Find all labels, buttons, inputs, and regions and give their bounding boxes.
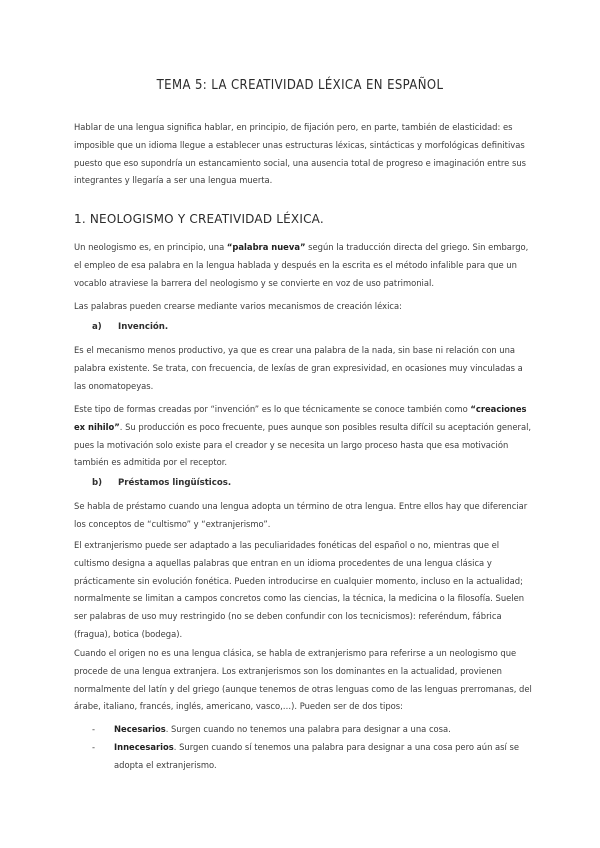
list-label: b) (92, 478, 103, 488)
text-span: . Surgen cuando sí tenemos una palabra para designar a una cosa pero aún así se adopta el extranjerismo. (114, 742, 520, 770)
text-span: según la traducción directa del griego. Sin embargo, el empleo de esa palabra en la lengua hablada y después en la escrita es el método infalible para que un vocablo atraviese la barrera del neologismo y se convierte en voz de uso patrimonial. (74, 242, 529, 288)
intro-paragraph: Hablar de una lengua significa hablar, en principio, de fijación pero, en parte, también de elasticidad: es imposible que un idioma llegue a establecer unas estructuras léxicas, sintácticas y morfológicas definitivas puesto que eso supondría un estancamiento social, una ausencia total de progreso e imaginación entre sus integrantes y llegaría a ser una lengua muerta. (74, 122, 527, 186)
text-span: Un neologismo es, en principio, una (74, 242, 227, 252)
subheading-text: Invención. (118, 322, 169, 332)
text-span: Este tipo de formas creadas por “invención” es lo que técnicamente se conoce también como (74, 404, 471, 414)
list-label: a) (92, 322, 102, 332)
invention-paragraph: Es el mecanismo menos productivo, ya que es crear una palabra de la nada, sin base ni relación con una palabra existente. Se trata, con frecuencia, de lexías de gran expresividad, en ocasiones muy vinculadas a las onomatopeyas. (74, 345, 523, 391)
bold-term: “palabra nueva” (226, 242, 306, 252)
list-item (92, 721, 532, 739)
origin-paragraph: Cuando el origen no es una lengua clásica, se habla de extranjerismo para referirse a un neologismo que procede de una lengua extranjera. Los extranjerismos son los dominantes en la actualidad, provienen normalmente del latín y del griego (aunque tenemos de otras lenguas como de las lenguas prerromanas, del árabe, italiano, francés, inglés, americano, vasco,…). Pueden ser de dos tipos: (74, 648, 532, 712)
page-title: TEMA 5: LA CREATIVIDAD LÉXICA EN ESPAÑOL (156, 78, 444, 93)
ex-nihilo-paragraph (74, 401, 534, 472)
dash-bullet: - (92, 742, 96, 752)
neologism-paragraph (74, 239, 534, 292)
bold-term: Necesarios (114, 724, 166, 734)
subheading-text: Préstamos lingüísticos. (118, 478, 232, 488)
foreignism-paragraph: El extranjerismo puede ser adaptado a las peculiaridades fonéticas del español o no, mientras que el cultismo designa a aquellas palabras que entran en un idioma procedentes de una lengua clásica y prácticamente sin evolución fonética. Pueden introducirse en cualquier momento, incluso en la actualidad; normalmente se limitan a campos concretos como las ciencias, la técnica, la medicina o la filosofía. Suelen ser palabras de uso muy restringido (no se deben confundir con los tecnicismos): referéndum, fábrica (fragua), botica (bodega). (74, 540, 525, 639)
subheading-loans (92, 478, 231, 488)
text-span: . Su producción es poco frecuente, pues aunque son posibles resulta difícil su aceptación general, pues la motivación solo existe para el creador y se necesita un largo proceso hasta que esa motivación también es admitida por el receptor. (74, 421, 532, 468)
text-span: . Surgen cuando no tenemos una palabra para designar a una cosa. (165, 724, 451, 734)
mechanisms-paragraph: Las palabras pueden crearse mediante varios mecanismos de creación léxica: (74, 301, 402, 311)
dash-bullet: - (92, 724, 96, 734)
subheading-invention (92, 322, 168, 332)
bold-term: Innecesarios (114, 742, 174, 752)
bold-term: “creaciones ex nihilo” (74, 404, 527, 432)
loan-paragraph: Se habla de préstamo cuando una lengua adopta un término de otra lengua. Entre ellos hay que diferenciar los conceptos de “cultismo” y “extranjerismo”. (74, 501, 528, 529)
list-item (92, 739, 532, 775)
list-item-text (114, 739, 532, 775)
section-heading: 1. NEOLOGISMO Y CREATIVIDAD LÉXICA. (74, 212, 324, 226)
